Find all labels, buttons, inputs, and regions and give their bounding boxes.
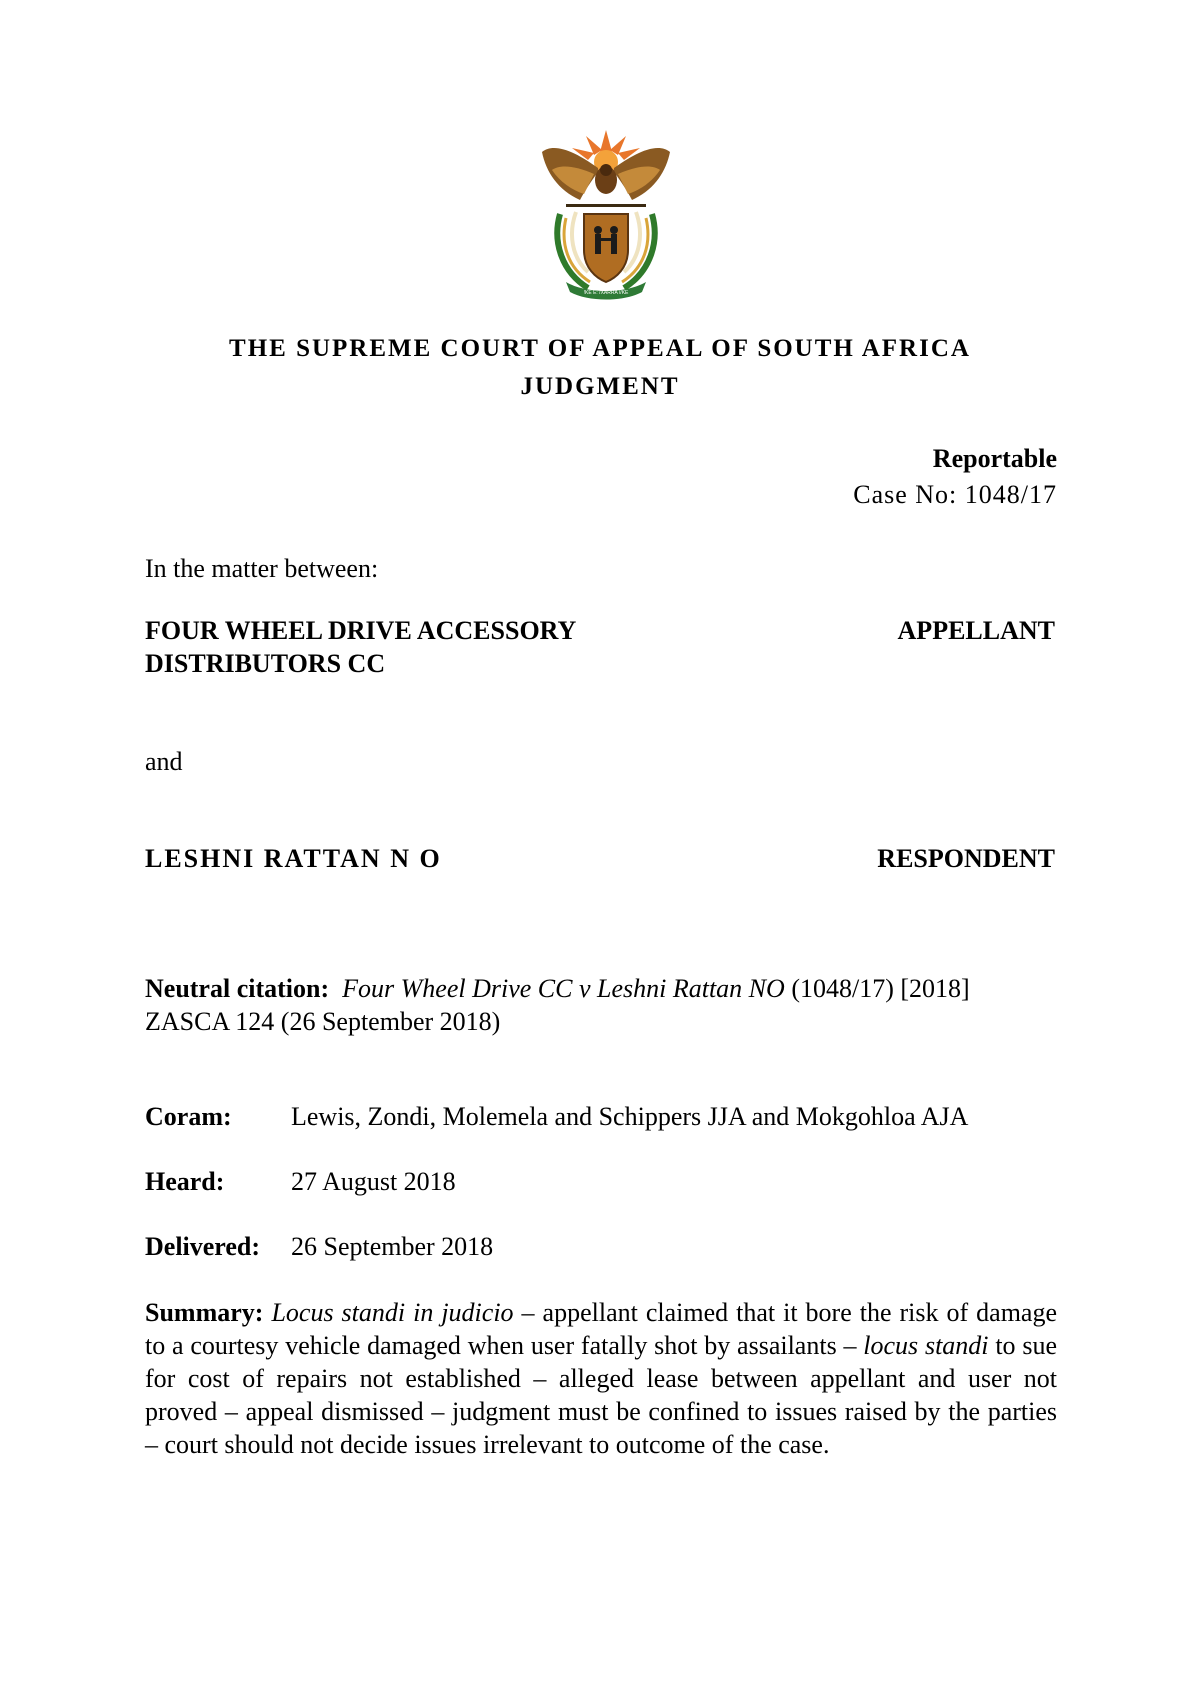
coat-of-arms-motto: !KE E: /XARRA //KE — [583, 290, 629, 296]
citation-case-name: Four Wheel Drive CC v Leshni Rattan NO — [342, 974, 785, 1003]
summary-text1: – appellant claimed that it bore the risk of damage to a courtesy vehicle damaged when user fatally shot by assailants – — [145, 1298, 1057, 1360]
heard-row — [145, 1167, 456, 1197]
matter-intro: In the matter between: — [145, 554, 379, 583]
delivered-label: Delivered: — [145, 1232, 261, 1261]
neutral-citation — [145, 972, 1057, 1038]
citation-ref-part1: (1048/17) [2018] — [784, 974, 970, 1003]
heard-value: 27 August 2018 — [291, 1167, 456, 1196]
appellant-name — [145, 614, 705, 680]
citation-ref-part2: ZASCA 124 (26 September 2018) — [145, 1007, 501, 1036]
respondent-name: LESHNI RATTAN N O — [145, 844, 442, 873]
case-number: Case No: 1048/17 — [853, 480, 1057, 509]
coat-of-arms-icon — [536, 122, 676, 300]
heard-label: Heard: — [145, 1167, 225, 1196]
summary-paragraph — [145, 1296, 1057, 1461]
court-name: THE SUPREME COURT OF APPEAL OF SOUTH AFRICA — [229, 335, 971, 362]
court-title — [0, 330, 1200, 406]
delivered-row — [145, 1232, 493, 1262]
citation-label: Neutral citation: — [145, 974, 330, 1003]
coram-label: Coram: — [145, 1102, 232, 1131]
coram-row — [145, 1102, 968, 1132]
party-conjunction: and — [145, 747, 183, 776]
appellant-name-line2: DISTRIBUTORS CC — [145, 649, 386, 678]
summary-term2: locus standi — [863, 1331, 989, 1360]
respondent-role: RESPONDENT — [877, 844, 1055, 873]
summary-term1: Locus standi in judicio — [271, 1298, 514, 1327]
appellant-role: APPELLANT — [897, 616, 1055, 645]
document-type: JUDGMENT — [520, 373, 680, 400]
summary-text2: to sue for cost of repairs not established – alleged lease between appellant and user not proved – appeal dismissed – judgment must be confined to issues raised by the parties – court should not decide issues irrelevant to outcome of the case. — [145, 1331, 1057, 1459]
summary-label: Summary: — [145, 1298, 264, 1327]
appellant-name-line1: FOUR WHEEL DRIVE ACCESSORY — [145, 616, 577, 645]
coram-value: Lewis, Zondi, Molemela and Schippers JJA and Mokgohloa AJA — [291, 1102, 969, 1131]
delivered-value: 26 September 2018 — [291, 1232, 494, 1261]
reportable-label: Reportable — [932, 444, 1057, 473]
